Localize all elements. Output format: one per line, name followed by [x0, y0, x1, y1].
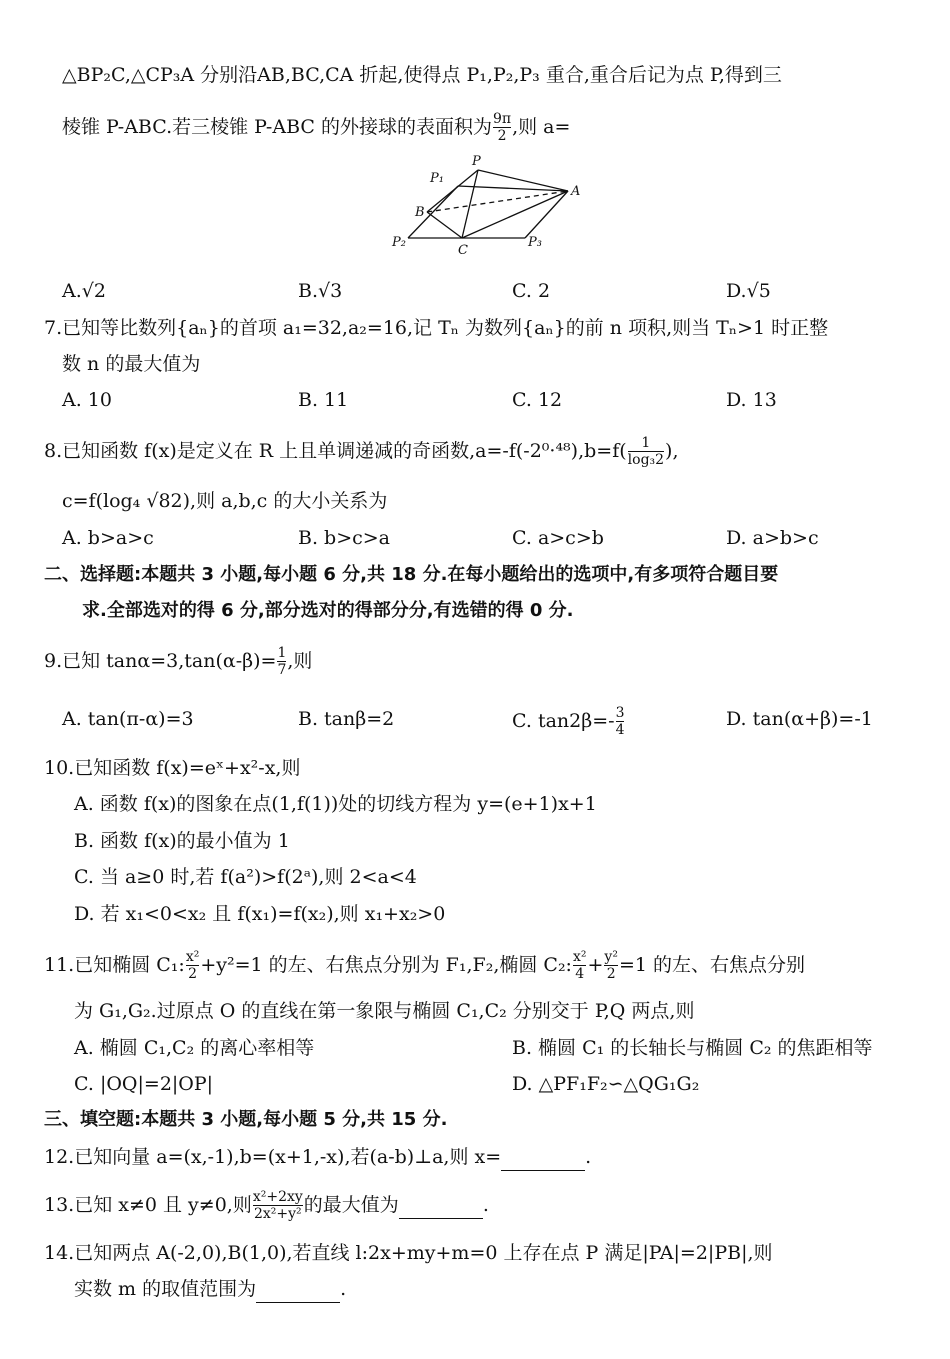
q6-option-a: A.√2 [62, 280, 106, 302]
q11-fraction-2 [573, 950, 587, 982]
fraction-numerator: x² [572, 949, 587, 965]
q8-stem-line1 [44, 436, 679, 468]
q8-option-a: A. b>a>c [62, 527, 154, 549]
q9-stem [44, 646, 312, 678]
label-p: P [472, 154, 481, 169]
q14-text: 实数 m 的取值范围为 [74, 1278, 257, 1300]
fraction-numerator: 9π [492, 111, 512, 127]
q11-option-c: C. |OQ|=2|OP| [74, 1073, 214, 1095]
q9-stem-end: ,则 [287, 650, 313, 672]
q11-stem-line2: 为 G₁,G₂.过原点 O 的直线在第一象限与椭圆 C₁,C₂ 分别交于 P,Q 两点,则 [74, 1000, 695, 1022]
q7-option-a: A. 10 [62, 389, 112, 411]
label-c: C [458, 243, 468, 258]
q9-option-a: A. tan(π-α)=3 [62, 708, 194, 730]
fraction-denominator: 2 [493, 127, 511, 144]
q8-option-b: B. b>c>a [298, 527, 391, 549]
q11-text-3: + [587, 954, 604, 976]
fraction-denominator: 4 [573, 965, 587, 982]
q11-fraction-1 [186, 950, 200, 982]
fraction-denominator: 4 [615, 722, 625, 738]
edge-b-c [427, 212, 462, 238]
section-3-heading: 三、填空题:本题共 3 小题,每小题 5 分,共 15 分. [44, 1109, 448, 1130]
fraction-denominator: 2 [186, 965, 200, 982]
q7-option-c: C. 12 [512, 389, 563, 411]
q8-stem-text: 8.已知函数 f(x)是定义在 R 上且单调递减的奇函数,a=-f(-2⁰·⁴⁸),b=f( [44, 440, 627, 462]
q13-stem [44, 1190, 489, 1222]
label-p2: P₂ [392, 235, 406, 250]
q12-stem [44, 1144, 591, 1171]
fraction-numerator: x²+2xy [252, 1189, 303, 1205]
q13-text-2: 的最大值为 [303, 1194, 399, 1216]
q13-answer-blank[interactable] [399, 1192, 483, 1219]
q6-stem-line1: △BP₂C,△CP₃A 分别沿AB,BC,CA 折起,使得点 P₁,P₂,P₃ 重合,重合后记为点 P,得到三 [62, 64, 782, 86]
q12-answer-blank[interactable] [501, 1144, 585, 1171]
q10-option-d: D. 若 x₁<0<x₂ 且 f(x₁)=f(x₂),则 x₁+x₂>0 [74, 903, 446, 925]
q11-text-1: 11.已知椭圆 C₁: [44, 954, 185, 976]
fraction-numerator: 1 [641, 435, 651, 451]
label-p3: P₃ [528, 235, 542, 250]
q8-option-d: D. a>b>c [726, 527, 819, 549]
q10-option-c: C. 当 a≥0 时,若 f(a²)>f(2ᵃ),则 2<a<4 [74, 866, 417, 888]
q9-option-c-fraction [616, 706, 625, 738]
q14-end: . [340, 1278, 347, 1300]
q7-stem-line2: 数 n 的最大值为 [62, 353, 201, 375]
q8-stem-line2: c=f(log₄ √82),则 a,b,c 的大小关系为 [62, 490, 388, 512]
q10-option-b: B. 函数 f(x)的最小值为 1 [74, 830, 290, 852]
q6-stem-end: ,则 a= [512, 116, 571, 138]
label-b: B [415, 205, 425, 220]
q13-fraction [253, 1190, 303, 1222]
q9-stem-text: 9.已知 tanα=3,tan(α-β)= [44, 650, 277, 672]
q6-stem-text: 棱锥 P-ABC.若三棱锥 P-ABC 的外接球的表面积为 [62, 116, 492, 138]
fraction-numerator: 1 [277, 645, 287, 661]
q12-text: 12.已知向量 a=(x,-1),b=(x+1,-x),若(a-b)⊥a,则 x= [44, 1146, 502, 1168]
q9-option-b: B. tanβ=2 [298, 708, 395, 730]
q10-stem: 10.已知函数 f(x)=eˣ+x²-x,则 [44, 757, 301, 779]
q6-pyramid-figure [370, 150, 590, 260]
q8-stem-end: ), [665, 440, 679, 462]
q13-end: . [482, 1194, 489, 1216]
fraction-denominator: 2 [604, 965, 618, 982]
q6-option-b: B.√3 [298, 280, 343, 302]
q9-option-c-text: C. tan2β=- [512, 710, 615, 732]
q9-option-c [512, 706, 625, 738]
q12-end: . [585, 1146, 592, 1168]
q6-area-fraction [493, 112, 511, 144]
q8-option-c: C. a>c>b [512, 527, 604, 549]
q11-text-2: +y²=1 的左、右焦点分别为 F₁,F₂,椭圆 C₂: [200, 954, 572, 976]
q7-stem-line1: 7.已知等比数列{aₙ}的首项 a₁=32,a₂=16,记 Tₙ 为数列{aₙ}的前 n 项积,则当 Tₙ>1 时正整 [44, 317, 829, 339]
q10-option-a: A. 函数 f(x)的图象在点(1,f(1))处的切线方程为 y=(e+1)x+1 [74, 793, 597, 815]
q11-text-4: =1 的左、右焦点分别 [618, 954, 805, 976]
label-a: A [571, 184, 581, 199]
fraction-numerator: y² [604, 949, 618, 965]
section-2-heading-line2: 求.全部选对的得 6 分,部分选对的得部分分,有选错的得 0 分. [82, 600, 574, 621]
q14-stem-line2 [74, 1276, 346, 1303]
fraction-denominator: 2x²+y² [253, 1206, 302, 1222]
edge-p-c [462, 170, 478, 238]
fraction-denominator: 7 [277, 662, 287, 678]
q13-text: 13.已知 x≠0 且 y≠0,则 [44, 1194, 252, 1216]
q11-option-b: B. 椭圆 C₁ 的长轴长与椭圆 C₂ 的焦距相等 [512, 1037, 873, 1059]
q11-fraction-3 [604, 950, 618, 982]
q7-option-d: D. 13 [726, 389, 777, 411]
q9-option-d: D. tan(α+β)=-1 [726, 708, 873, 730]
edge-c-a [462, 191, 568, 238]
q11-stem-line1 [44, 950, 805, 982]
fraction-numerator: 3 [615, 705, 625, 721]
q11-option-d: D. △PF₁F₂∽△QG₁G₂ [512, 1073, 700, 1095]
fraction-numerator: x² [185, 949, 200, 965]
q6-stem-line2 [62, 112, 570, 144]
q8-b-fraction [628, 436, 664, 468]
q6-option-d: D.√5 [726, 280, 771, 302]
section-2-heading-line1: 二、选择题:本题共 3 小题,每小题 6 分,共 18 分.在每小题给出的选项中,有多项符合题目要 [44, 564, 779, 585]
q14-stem-line1: 14.已知两点 A(-2,0),B(1,0),若直线 l:2x+my+m=0 上存在点 P 满足|PA|=2|PB|,则 [44, 1242, 773, 1264]
label-p1: P₁ [430, 171, 444, 186]
edge-p3-a [525, 191, 568, 238]
q9-fraction [277, 646, 286, 678]
q11-option-a: A. 椭圆 C₁,C₂ 的离心率相等 [74, 1037, 315, 1059]
q6-option-c: C. 2 [512, 280, 551, 302]
q14-answer-blank[interactable] [256, 1276, 340, 1303]
fraction-denominator: log₃2 [627, 452, 665, 468]
q7-option-b: B. 11 [298, 389, 349, 411]
